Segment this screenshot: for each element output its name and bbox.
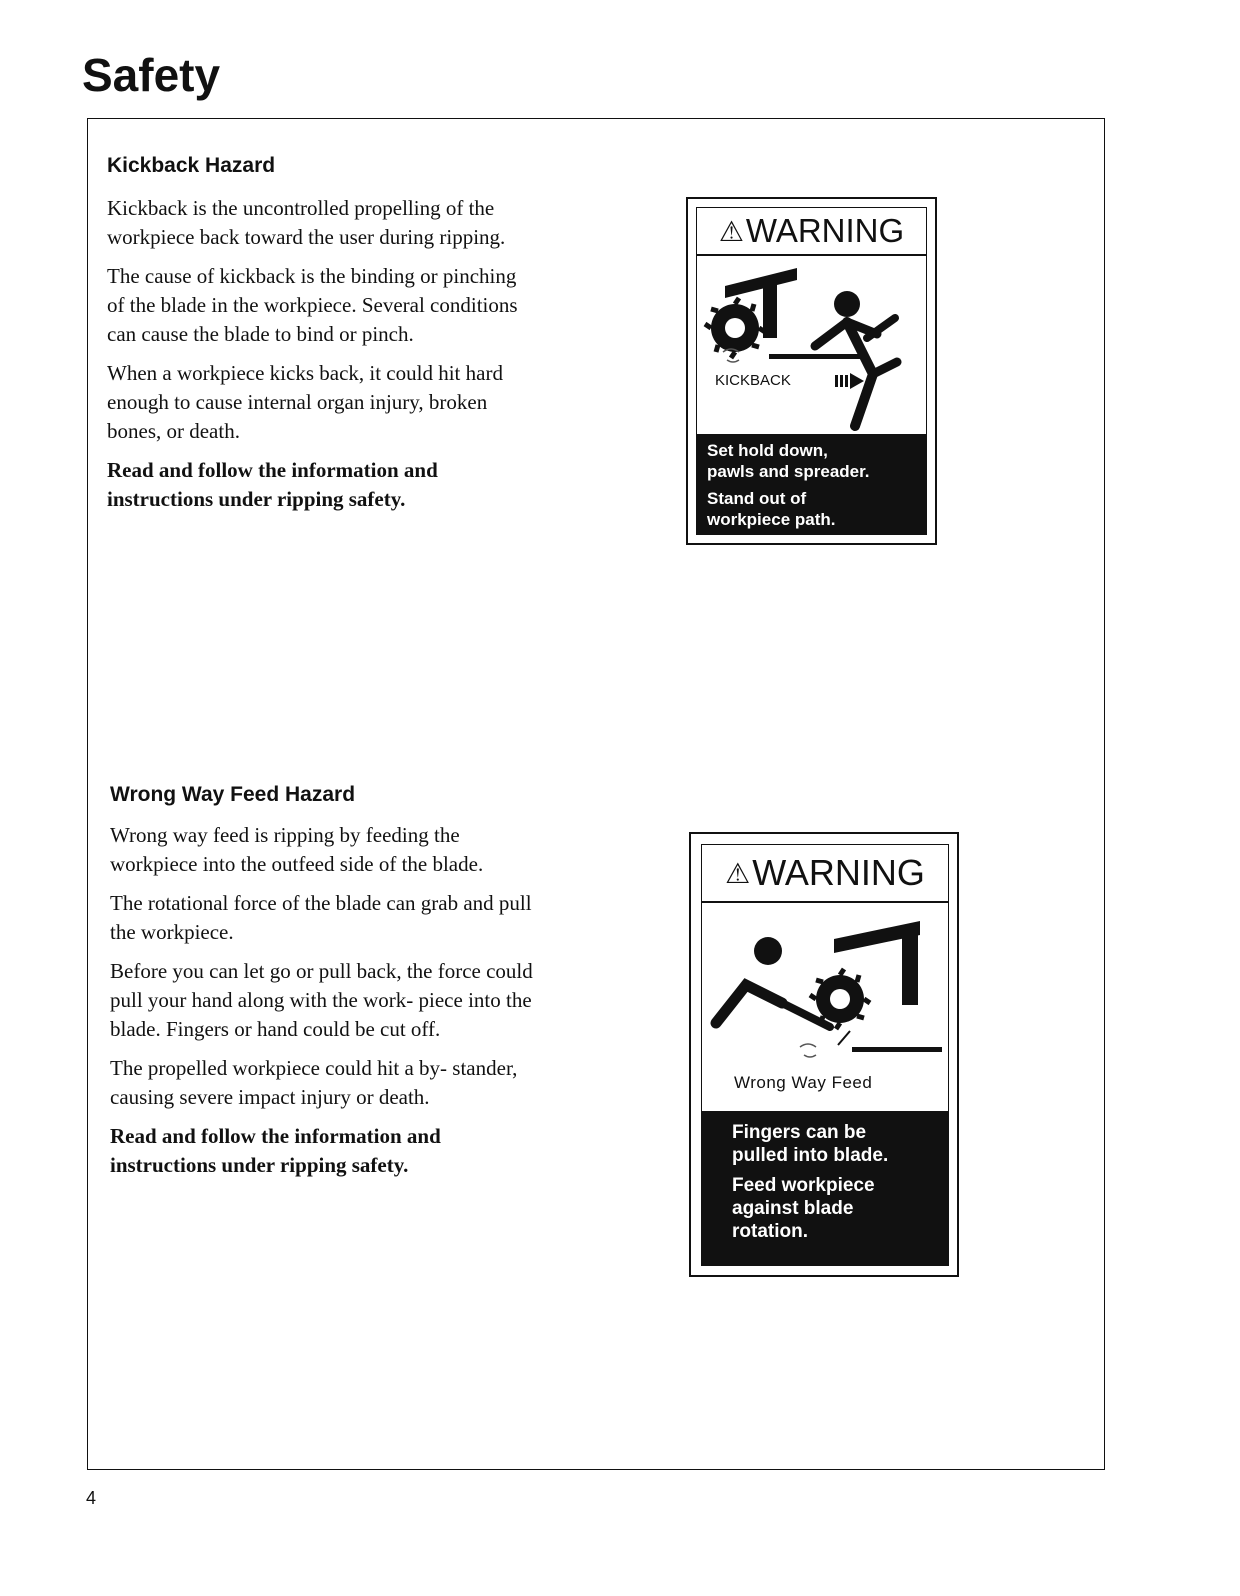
wrong-way-heading: Wrong Way Feed Hazard bbox=[110, 783, 356, 806]
kickback-caption: KICKBACK bbox=[715, 372, 791, 389]
kickback-paragraph: Kickback is the uncontrolled propelling of the workpiece back toward the user during ripping. bbox=[107, 196, 506, 249]
wrong-way-caption: Wrong Way Feed bbox=[734, 1073, 873, 1092]
wrong-way-warning-sign bbox=[689, 832, 959, 1277]
warning-triangle-icon: ⚠ bbox=[718, 215, 744, 247]
kickback-instruction: Read and follow the information and instructions under ripping safety. bbox=[107, 458, 438, 511]
warning-header: ⚠ WARNING bbox=[697, 208, 926, 256]
kickback-paragraph: The cause of kickback is the binding or pinching of the blade in the workpiece. Several conditions can cause the blade to bind or pinch. bbox=[107, 264, 518, 346]
wrong-way-paragraph: The propelled workpiece could hit a by- stander, causing severe impact injury or death. bbox=[110, 1056, 518, 1109]
page-title: Safety bbox=[82, 49, 221, 101]
wrong-way-sign-message: Fingers can be pulled into blade. Feed workpiece against blade rotation. bbox=[702, 1111, 948, 1265]
wrong-way-text bbox=[110, 821, 542, 1190]
warning-triangle-icon: ⚠ bbox=[725, 857, 751, 889]
wrong-way-pictogram-icon bbox=[702, 905, 948, 1085]
kickback-heading: Kickback Hazard bbox=[107, 154, 276, 177]
wrong-way-paragraph: The rotational force of the blade can grab and pull the workpiece. bbox=[110, 891, 532, 944]
warning-header: ⚠ WARNING bbox=[702, 845, 948, 903]
kickback-sign-message: Set hold down, pawls and spreader. Stand out of workpiece path. bbox=[697, 434, 926, 534]
kickback-text bbox=[107, 194, 527, 524]
wrong-way-paragraph: Before you can let go or pull back, the force could pull your hand along with the work- piece into the blade. Fingers or hand could be cut off. bbox=[110, 959, 533, 1041]
wrong-way-paragraph: Wrong way feed is ripping by feeding the workpiece into the outfeed side of the blade. bbox=[110, 823, 484, 876]
kickback-paragraph: When a workpiece kicks back, it could hit hard enough to cause internal organ injury, broken bones, or death. bbox=[107, 361, 503, 443]
kickback-pictogram-icon bbox=[697, 256, 925, 446]
wrong-way-instruction: Read and follow the information and instructions under ripping safety. bbox=[110, 1124, 441, 1177]
kickback-warning-sign bbox=[686, 197, 937, 545]
page-number: 4 bbox=[86, 1488, 97, 1508]
